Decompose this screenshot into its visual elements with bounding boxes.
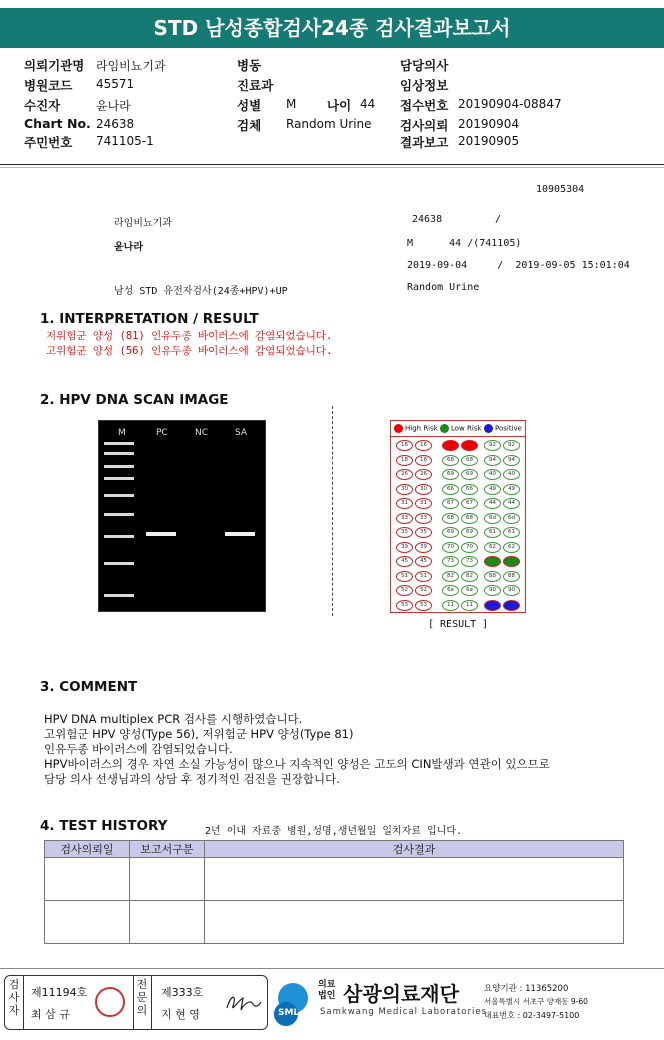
ladder-band <box>104 562 134 565</box>
history-heading: 4. TEST HISTORY <box>40 818 168 834</box>
hpv-cell: 16 <box>396 440 413 451</box>
hpv-cell: 70 <box>442 542 459 553</box>
header-divider-shadow <box>0 167 664 168</box>
hpv-cell: 88 <box>484 571 501 582</box>
specialist-label: 전문의 <box>136 978 148 1017</box>
signature-box <box>4 975 268 1030</box>
gel-image <box>98 420 266 612</box>
hpv-cell: 51 <box>415 571 432 582</box>
hpv-cell: 66 <box>461 484 478 495</box>
table-row <box>45 901 624 944</box>
hpv-cell: 11 <box>461 600 478 611</box>
report-title: STD 남성종합검사24종 검사결과보고서 <box>0 8 664 48</box>
lane-label-nc: NC <box>195 428 209 438</box>
hpv-cell: 68 <box>461 455 478 466</box>
clinical-label: 임상정보 <box>400 78 449 93</box>
specimen-label: 검체 <box>237 118 262 133</box>
ward-label: 병동 <box>237 58 262 73</box>
hpv-cell: 88 <box>503 571 520 582</box>
hpv-cell: 68 <box>442 513 459 524</box>
sex: M <box>286 97 297 111</box>
result-line-2: 고위험군 양성 (56) 인유두종 바이러스에 감염되었습니다. <box>46 345 333 357</box>
hpv-cell: 39 <box>415 542 432 553</box>
comment-line: HPV바이러스의 경우 자연 소실 가능성이 많으나 지속적인 양성은 고도의 CIN발생과 연관이 있으므로 <box>44 757 550 771</box>
high-risk-dot-icon <box>394 424 403 433</box>
specialist-name: 지 현 영 <box>161 1008 200 1021</box>
comment-line: HPV DNA multiplex PCR 검사를 시행하였습니다. <box>44 712 303 726</box>
receipt-label: 접수번호 <box>400 98 449 113</box>
ladder-band <box>104 513 134 516</box>
table-row <box>45 858 624 901</box>
patient-name: 윤나라 <box>96 99 131 113</box>
hpv-cell: 73 <box>461 556 478 567</box>
doctor-label: 담당의사 <box>400 58 449 73</box>
age: 44 <box>360 97 376 111</box>
pc-band <box>146 532 176 536</box>
comment-line: 고위험군 HPV 양성(Type 56), 저위험군 HPV 양성(Type 81) <box>44 727 354 741</box>
hpv-cell: 69 <box>442 527 459 538</box>
org-prefix: 의료법인 <box>318 980 336 1001</box>
hpv-cell: 45 <box>396 556 413 567</box>
legend-low: Low Risk <box>440 424 482 433</box>
hpv-cell: 33 <box>396 513 413 524</box>
history-col-request-date: 검사의뢰일 <box>45 841 130 858</box>
comment-line: 인유두종 바이러스에 감염되었습니다. <box>44 742 233 756</box>
hpv-cell: 35 <box>396 527 413 538</box>
low-risk-dot-icon <box>440 424 449 433</box>
header-divider <box>0 164 664 165</box>
hpv-cell: 53 <box>396 600 413 611</box>
hpv-cell: 40 <box>484 469 501 480</box>
request-date: 20190904 <box>458 117 520 131</box>
hospital-code: 45571 <box>96 77 135 91</box>
resident-label: 주민번호 <box>24 135 73 150</box>
org-address: 서울특별시 서초구 양재동 9-60 <box>484 997 588 1006</box>
signature-icon <box>223 990 263 1016</box>
hpv-cell: 30 <box>396 484 413 495</box>
hpv-cell: 67 <box>461 498 478 509</box>
detail-sex-age: M 44 /(741105) <box>407 238 522 249</box>
ladder-band <box>104 535 134 538</box>
hpv-cell <box>484 556 501 567</box>
detail-patient: 윤나라 <box>114 242 143 253</box>
legend-high: High Risk <box>394 424 438 433</box>
result-caption: [ RESULT ] <box>428 619 489 630</box>
examiner-label: 검사자 <box>8 978 20 1017</box>
hpv-cell: 62 <box>484 542 501 553</box>
examiner-number: 제11194호 <box>31 986 88 999</box>
detail-slash: / <box>495 214 502 225</box>
hpv-cell: 6d <box>503 513 520 524</box>
lane-label-pc: PC <box>156 428 168 438</box>
hpv-cell: 92 <box>503 440 520 451</box>
comment-heading: 3. COMMENT <box>40 679 138 695</box>
org-badge: SML <box>278 1008 300 1018</box>
examiner-seal-icon <box>95 987 125 1017</box>
hpv-cell <box>461 440 478 451</box>
hpv-cell: 66 <box>442 484 459 495</box>
hpv-cell: 16 <box>415 440 432 451</box>
report-date: 20190905 <box>458 134 520 148</box>
comment-line: 담당 의사 선생님과의 상담 후 정기적인 검진을 권장합니다. <box>44 772 340 786</box>
specimen: Random Urine <box>286 117 372 131</box>
hpv-cell: 94 <box>484 455 501 466</box>
hpv-cell: 52 <box>396 585 413 596</box>
dept-label: 진료과 <box>237 78 274 93</box>
legend-positive: Positive <box>484 424 522 433</box>
legend-divider <box>391 436 525 437</box>
hpv-cell: 11 <box>442 600 459 611</box>
detail-dates: 2019-09-04 / 2019-09-05 15:01:04 <box>407 260 630 271</box>
sa-band <box>225 532 255 536</box>
ladder-band <box>104 494 134 497</box>
hpv-cell <box>442 440 459 451</box>
result-line-1: 저위험군 양성 (81) 인유두종 바이러스에 감염되었습니다. <box>46 330 333 342</box>
reference-number: 10905304 <box>536 184 585 195</box>
history-table <box>44 840 624 944</box>
sml-logo-icon <box>272 978 314 1028</box>
hpv-cell: 92 <box>484 440 501 451</box>
request-label: 검사의뢰 <box>400 118 449 133</box>
hpv-cell: 33 <box>415 513 432 524</box>
hpv-cell: 26 <box>396 469 413 480</box>
hpv-cell: 30 <box>415 484 432 495</box>
history-col-report-type: 보고서구분 <box>130 841 205 858</box>
hpv-cell: 49 <box>503 484 520 495</box>
hpv-cell: 35 <box>415 527 432 538</box>
hpv-cell: 68 <box>442 455 459 466</box>
detail-institution: 라임비뇨기과 <box>114 218 172 229</box>
ladder-band <box>104 452 134 455</box>
hpv-cell: 61 <box>484 527 501 538</box>
lane-label-sa: SA <box>235 428 248 438</box>
resident-no: 741105-1 <box>96 134 154 148</box>
hpv-cell: 39 <box>396 542 413 553</box>
hpv-cell: 82 <box>442 571 459 582</box>
sig-divider <box>23 976 24 1029</box>
hpv-cell: 40 <box>503 469 520 480</box>
hpv-cell: 53 <box>415 600 432 611</box>
report-label: 결과보고 <box>400 135 449 150</box>
receipt-no: 20190904-08847 <box>458 97 562 111</box>
hpv-cell: 6a <box>461 585 478 596</box>
hpv-cell <box>503 556 520 567</box>
sex-label: 성별 <box>237 98 262 113</box>
hpv-cell: 18 <box>415 455 432 466</box>
history-note: 2년 이내 자료중 병원,성명,생년월일 일치자료 입니다. <box>205 826 463 837</box>
examiner-name: 최 삼 규 <box>31 1008 70 1021</box>
hpv-cell: 90 <box>484 585 501 596</box>
hpv-cell: 90 <box>503 585 520 596</box>
hpv-cell: 31 <box>396 498 413 509</box>
detail-specimen: Random Urine <box>407 282 480 293</box>
hpv-cell: 73 <box>442 556 459 567</box>
ladder-band <box>104 477 134 480</box>
ladder-band <box>104 594 134 597</box>
hpv-cell: 69 <box>442 469 459 480</box>
hpv-cell: 49 <box>484 484 501 495</box>
hpv-cell: 51 <box>396 571 413 582</box>
patient-label: 수진자 <box>24 98 61 113</box>
detail-test-name: 남성 STD 유전자검사(24종+HPV)+UP <box>114 286 288 297</box>
hpv-cell: 45 <box>415 556 432 567</box>
positive-dot-icon <box>484 424 493 433</box>
ladder-band <box>104 465 134 468</box>
chart-label: Chart No. <box>24 116 91 131</box>
org-code: 요양기관 : 11365200 <box>484 984 569 994</box>
hpv-cell: 6d <box>484 513 501 524</box>
age-label: 나이 <box>327 98 352 113</box>
hpv-cell: 6a <box>442 585 459 596</box>
hpv-cell: 68 <box>461 513 478 524</box>
hpv-cell: 18 <box>396 455 413 466</box>
chart-no: 24638 <box>96 117 135 131</box>
hpv-cell: 62 <box>503 542 520 553</box>
scan-heading: 2. HPV DNA SCAN IMAGE <box>40 392 229 408</box>
sig-divider <box>133 976 134 1029</box>
scan-divider <box>332 406 333 616</box>
footer-divider <box>0 968 664 969</box>
hpv-cell: 52 <box>415 585 432 596</box>
hpv-cell: 67 <box>442 498 459 509</box>
org-name: 삼광의료재단 <box>343 982 459 1006</box>
specialist-number: 제333호 <box>161 986 204 999</box>
sig-divider <box>151 976 152 1029</box>
hpv-cell: 82 <box>461 571 478 582</box>
hospital-code-label: 병원코드 <box>24 78 73 93</box>
detail-chart-no: 24638 <box>412 214 443 225</box>
hpv-cell: 26 <box>415 469 432 480</box>
hpv-cell: 94 <box>503 455 520 466</box>
hpv-cell: 69 <box>461 527 478 538</box>
hpv-cell: 69 <box>461 469 478 480</box>
hpv-cell <box>484 600 501 611</box>
institution-label: 의뢰기관명 <box>24 58 85 73</box>
org-phone: 대표번호 : 02-3497-5100 <box>484 1011 580 1020</box>
org-english: Samkwang Medical Laboratories <box>320 1007 488 1017</box>
lane-label-m: M <box>118 428 126 438</box>
hpv-cell <box>503 600 520 611</box>
hpv-cell: 44 <box>484 498 501 509</box>
ladder-band <box>104 442 134 445</box>
hpv-cell: 44 <box>503 498 520 509</box>
institution: 라임비뇨기과 <box>96 59 166 73</box>
history-col-result: 검사결과 <box>205 841 624 858</box>
hpv-result-panel <box>390 420 526 613</box>
hpv-cell: 31 <box>415 498 432 509</box>
interpretation-heading: 1. INTERPRETATION / RESULT <box>40 311 259 327</box>
hpv-cell: 61 <box>503 527 520 538</box>
hpv-cell: 70 <box>461 542 478 553</box>
